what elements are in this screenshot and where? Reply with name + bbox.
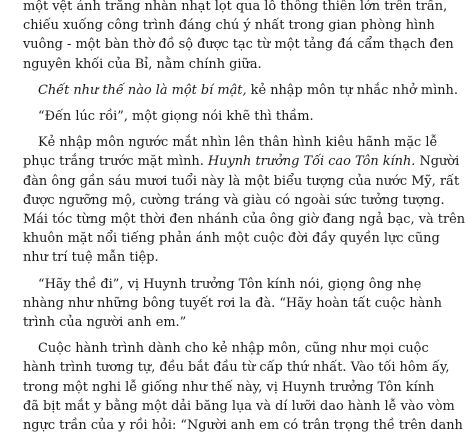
text-line: đàn ông gần sáu mươi tuổi này là một biểu tượng của nước Mỹ, rất: [23, 173, 460, 189]
paragraph-1: [23, 0, 454, 74]
text-line: ngực trần của y rồi hỏi: “Người anh em có trân trọng thề trên danh: [23, 418, 463, 434]
paragraph-5: [23, 275, 442, 333]
plain-text: kẻ nhập môn tự nhắc nhở mình.: [246, 82, 458, 98]
text-line: nhàng như những bông tuyết rơi la đà. “Hãy hoàn tất cuộc hành: [23, 295, 442, 311]
italic-text: Chết như thế nào là một bí mật,: [38, 82, 247, 98]
paragraph-3: [23, 107, 393, 126]
paragraph-6: [23, 339, 463, 435]
text-line: đã bịt mắt y bằng một dải băng lụa và dí lưỡi dao hành lễ vào vòm: [23, 398, 455, 414]
paragraph-4: [23, 133, 465, 267]
text-line: như trí tuệ mẫn tiệp.: [23, 250, 159, 266]
text-line: được ngưỡng mộ, cường tráng và giàu có ngoài sức tưởng tượng.: [23, 192, 445, 208]
text-line: Cuộc hành trình dành cho kẻ nhập môn, cũng như mọi cuộc: [38, 341, 429, 357]
text-line: hành trình tương tự, đều bắt đầu từ cấp thứ nhất. Vào tối hôm ấy,: [23, 360, 450, 376]
text-line: một vệt ánh trăng nhàn nhạt lọt qua lỗ thông thiên lớn trên trần,: [23, 0, 448, 14]
text-line-with-italic: phục trắng trước mặt mình. Huynh trưởng Tối cao Tôn kính. Người: [23, 154, 460, 170]
text-line: trong một nghi lễ giống như thế này, vị Huynh trưởng Tôn kính: [23, 379, 435, 395]
text-line: Kẻ nhập môn ngước mắt nhìn lên thân hình kiêu hãnh mặc lễ: [38, 135, 438, 151]
paragraph-2: [23, 81, 458, 100]
text-line: vuông - một bàn thờ đồ sộ được tạc từ một tảng đá cẩm thạch đen: [23, 37, 454, 53]
italic-title: Huynh trưởng Tối cao Tôn kính.: [207, 154, 416, 170]
text-line: “Đến lúc rồi”, một giọng nói khẽ thì thầm.: [38, 109, 314, 125]
text-line: “Hãy thề đi”, vị Huynh trưởng Tôn kính nói, giọng ông nhẹ: [38, 276, 422, 292]
text-line: trình của người anh em.”: [23, 315, 187, 331]
text-line: Mái tóc từng một thời đen nhánh của ông giờ đang ngả bạc, và trên: [23, 212, 465, 228]
text-line: khuôn mặt nổi tiếng phản ánh một cuộc đời đầy quyền lực cũng: [23, 231, 440, 247]
body-text: [23, 0, 465, 435]
text-line: [23, 81, 458, 100]
text-line: chiếu xuống công trình đáng chú ý nhất trong gian phòng hình: [23, 18, 435, 34]
text-line: nguyên khối của Bỉ, nằm chính giữa.: [23, 56, 262, 72]
